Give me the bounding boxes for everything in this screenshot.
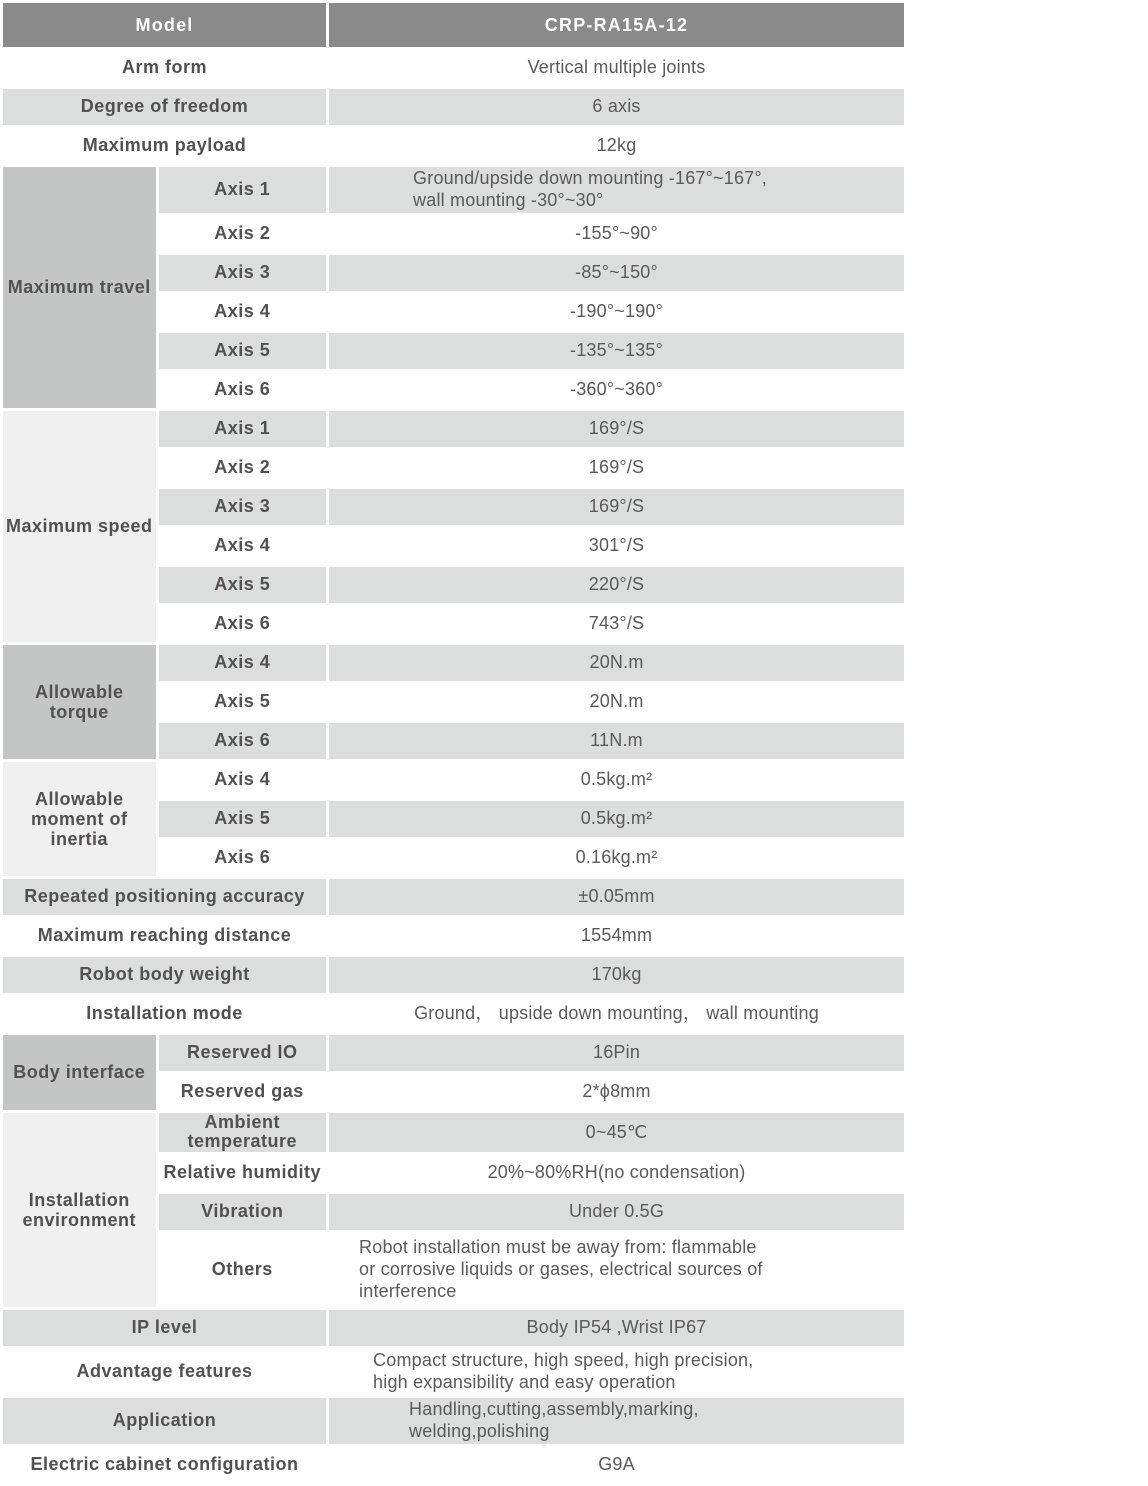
axis-label: Axis 2	[214, 223, 271, 244]
spec-value	[329, 1233, 904, 1307]
ambient-temperature-row	[3, 1113, 904, 1152]
spec-value: 2*ϕ8mm	[582, 1081, 651, 1102]
axis-label: Axis 4	[214, 769, 271, 790]
value-line: wall mounting -30°~30°	[413, 190, 604, 210]
axis-value: -360°~360°	[570, 379, 663, 400]
group-label-maximum-speed: Maximum speed	[3, 411, 156, 642]
reserved-io-row	[3, 1035, 904, 1071]
group-label-allowable-inertia: Allowable moment of inertia	[3, 762, 156, 876]
axis-label: Axis 6	[214, 847, 271, 868]
group-label-installation-environment: Installation environment	[3, 1113, 156, 1307]
axis-label: Axis 6	[214, 613, 271, 634]
axis-value: 0.16kg.m²	[575, 847, 658, 868]
axis-value: 0.5kg.m²	[329, 801, 904, 837]
body-weight-row	[3, 957, 904, 993]
axis-value: 11N.m	[329, 723, 904, 759]
group-label-body-interface: Body interface	[3, 1035, 156, 1110]
spec-label: Installation mode	[86, 1003, 243, 1024]
axis-label: Axis 5	[159, 333, 327, 369]
axis-value	[329, 167, 904, 213]
axis-label: Axis 2	[214, 457, 271, 478]
axis-label: Axis 3	[159, 489, 327, 525]
spec-value: 1554mm	[580, 925, 653, 946]
advantage-features-row	[3, 1349, 904, 1395]
model-header-cell: Model	[3, 3, 326, 47]
spec-value: 0~45℃	[329, 1113, 904, 1152]
spec-label: Arm form	[122, 57, 208, 78]
axis-label: Axis 5	[159, 801, 327, 837]
arm-form-row	[3, 50, 904, 86]
spec-label: Robot body weight	[3, 957, 326, 993]
axis-label: Axis 5	[214, 691, 271, 712]
axis-value: 20N.m	[589, 691, 644, 712]
spec-label: IP level	[3, 1310, 326, 1346]
value-line: Robot installation must be away from: flammable	[359, 1237, 757, 1258]
axis-value: 0.5kg.m²	[580, 769, 653, 790]
spec-label: Ambient temperature	[159, 1113, 327, 1152]
electric-cabinet-row	[3, 1447, 904, 1483]
spec-value: Vertical multiple joints	[527, 57, 706, 78]
spec-value: G9A	[598, 1454, 635, 1475]
axis-label: Axis 1	[159, 167, 327, 213]
axis-label: Axis 3	[159, 255, 327, 291]
axis-value: 169°/S	[329, 411, 904, 447]
header-row	[3, 3, 904, 47]
value-line: or corrosive liquids or gases, electrical sources of	[359, 1259, 763, 1280]
spec-value: 16Pin	[329, 1035, 904, 1071]
spec-value: ±0.05mm	[329, 879, 904, 915]
axis-value: -85°~150°	[329, 255, 904, 291]
value-line: interference	[359, 1280, 457, 1301]
spec-value: 6 axis	[329, 89, 904, 125]
value-line: Ground/upside down mounting -167°~167°,	[413, 168, 767, 189]
axis-label: Axis 4	[159, 645, 327, 681]
inertia-axis4-row	[3, 762, 904, 798]
spec-label: Application	[3, 1398, 326, 1444]
spec-label: Vibration	[159, 1194, 327, 1230]
spec-label: Others	[211, 1259, 273, 1280]
spec-value: Ground， upside down mounting， wall mounting	[414, 1003, 819, 1024]
spec-label: Maximum reaching distance	[37, 925, 292, 946]
spec-value: Under 0.5G	[329, 1194, 904, 1230]
axis-label: Axis 4	[214, 301, 271, 322]
spec-label: Repeated positioning accuracy	[3, 879, 326, 915]
spec-value: Body IP54 ,Wrist IP67	[329, 1310, 904, 1346]
spec-value	[329, 1398, 904, 1444]
spec-value: 170kg	[329, 957, 904, 993]
torque-axis4-row	[3, 645, 904, 681]
spec-label: Electric cabinet configuration	[30, 1454, 299, 1475]
axis-label: Axis 5	[159, 567, 327, 603]
model-value-cell: CRP-RA15A-12	[329, 3, 904, 47]
axis-value: 169°/S	[329, 489, 904, 525]
axis-value: 743°/S	[588, 613, 645, 634]
axis-value: 301°/S	[588, 535, 645, 556]
group-label-maximum-travel: Maximum travel	[3, 167, 156, 408]
axis-label: Axis 6	[159, 723, 327, 759]
spec-value	[329, 1349, 904, 1395]
travel-axis1-row	[3, 167, 904, 213]
spec-value: 20%~80%RH(no condensation)	[487, 1162, 746, 1183]
reaching-distance-row	[3, 918, 904, 954]
spec-label: Maximum payload	[82, 135, 247, 156]
installation-mode-row	[3, 996, 904, 1032]
maximum-payload-row	[3, 128, 904, 164]
axis-value: -190°~190°	[570, 301, 663, 322]
degree-of-freedom-row	[3, 89, 904, 125]
spec-label: Reserved IO	[159, 1035, 327, 1071]
value-line: Compact structure, high speed, high precision,	[373, 1350, 754, 1371]
spec-value: 12kg	[596, 135, 637, 156]
axis-value: 169°/S	[588, 457, 645, 478]
speed-axis1-row	[3, 411, 904, 447]
group-label-allowable-torque: Allowable torque	[3, 645, 156, 759]
application-row	[3, 1398, 904, 1444]
value-line: welding,polishing	[409, 1420, 550, 1441]
axis-label: Axis 4	[214, 535, 271, 556]
ip-level-row	[3, 1310, 904, 1346]
spec-label: Relative humidity	[163, 1162, 322, 1183]
axis-value: 220°/S	[329, 567, 904, 603]
spec-label: Degree of freedom	[3, 89, 326, 125]
axis-value: -155°~90°	[575, 223, 658, 244]
repeated-accuracy-row	[3, 879, 904, 915]
spec-label: Reserved gas	[180, 1081, 304, 1102]
axis-value: -135°~135°	[329, 333, 904, 369]
value-line: high expansibility and easy operation	[373, 1371, 676, 1392]
axis-label: Axis 6	[214, 379, 271, 400]
spec-label: Advantage features	[76, 1361, 253, 1382]
axis-value: 20N.m	[329, 645, 904, 681]
axis-label: Axis 1	[159, 411, 327, 447]
value-line: Handling,cutting,assembly,marking,	[409, 1399, 699, 1420]
